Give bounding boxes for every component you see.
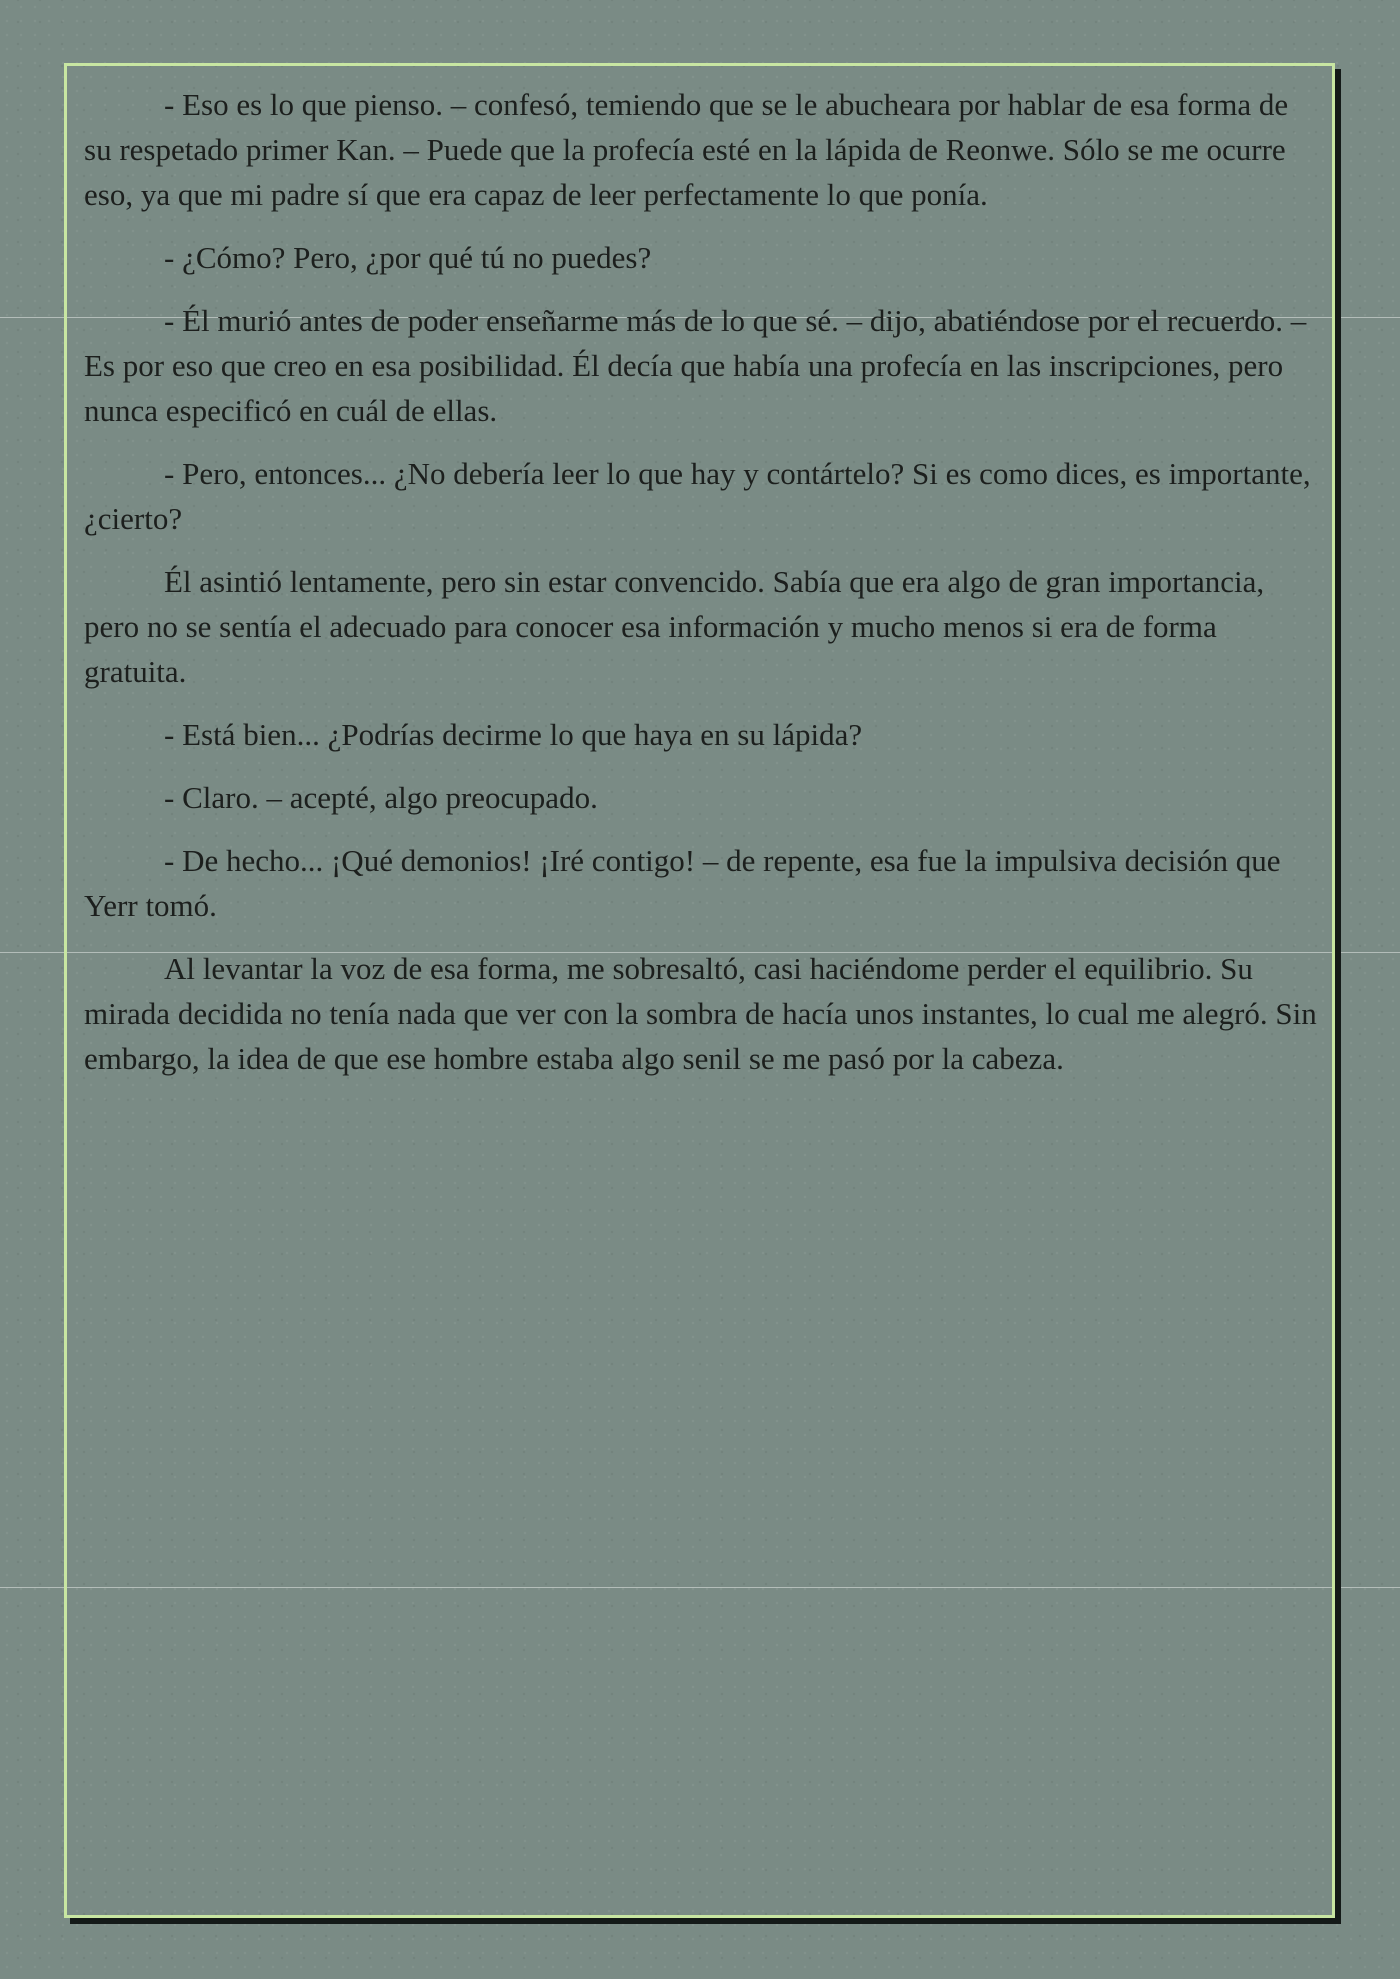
paragraph: Él asintió lentamente, pero sin estar convencido. Sabía que era algo de gran importancia, pero no se sentía el adecuado para conocer esa información y mucho menos si era de forma gratuita. xyxy=(84,564,1265,689)
paragraph: Al levantar la voz de esa forma, me sobresaltó, casi haciéndome perder el equilibrio. Su mirada decidida no tenía nada que ver con la sombra de hacía unos instantes, lo cual me alegró. Sin embargo, la idea de que ese hombre estaba algo senil se me pasó por la cabeza. xyxy=(84,951,1317,1076)
paragraph: - Claro. – acepté, algo preocupado. xyxy=(164,780,598,815)
paragraph: - Está bien... ¿Podrías decirme lo que haya en su lápida? xyxy=(164,717,863,752)
document-body xyxy=(84,82,1318,1099)
paragraph: - Él murió antes de poder enseñarme más de lo que sé. – dijo, abatiéndose por el recuerdo. – Es por eso que creo en esa posibilidad. Él decía que había una profecía en las inscripciones, pero nunca especificó en cuál de ellas. xyxy=(84,303,1307,428)
paragraph: - Eso es lo que pienso. – confesó, temiendo que se le abucheara por hablar de esa forma de su respetado primer Kan. – Puede que la profecía esté en la lápida de Reonwe. Sólo se me ocurre eso, ya que mi padre sí que era capaz de leer perfectamente lo que ponía. xyxy=(84,87,1289,212)
paragraph: - ¿Cómo? Pero, ¿por qué tú no puedes? xyxy=(164,240,652,275)
paragraph: - De hecho... ¡Qué demonios! ¡Iré contigo! – de repente, esa fue la impulsiva decisión que Yerr tomó. xyxy=(84,843,1281,923)
paragraph: - Pero, entonces... ¿No debería leer lo que hay y contártelo? Si es como dices, es importante, ¿cierto? xyxy=(84,456,1311,536)
